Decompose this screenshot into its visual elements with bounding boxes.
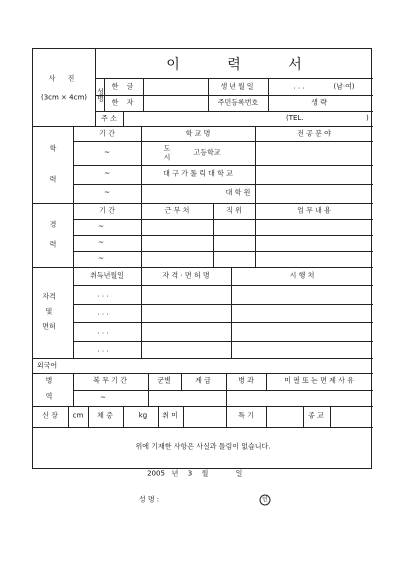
license-header-name: 자 격 · 면 허 명 (162, 271, 210, 280)
military-label-top: 병 (45, 376, 53, 385)
education-school-region-top: 도 (163, 144, 171, 153)
photo-size: (3cm × 4cm) (40, 93, 88, 102)
license-label-3: 면허 (42, 322, 56, 331)
license-date-3: . . . (97, 327, 109, 336)
license-date-1: . . . (97, 290, 109, 299)
military-header-rank: 계 급 (195, 376, 211, 385)
license-header-date: 취득년월일 (90, 271, 124, 280)
career-header-position: 직 위 (226, 206, 242, 215)
education-school-region-bottom: 시 (163, 153, 171, 162)
title-char-3: 서 (288, 57, 302, 73)
license-label-1: 자격 (42, 292, 56, 301)
education-header-period: 기 간 (99, 129, 115, 138)
education-header-school: 학 교 명 (185, 129, 211, 138)
military-header-specialty: 병 과 (238, 376, 254, 385)
weight-label: 체 중 (97, 411, 113, 420)
declaration-month: 3 (187, 469, 193, 478)
birth-label: 생년월일 (220, 82, 256, 91)
skill-label: 특 기 (238, 411, 254, 420)
license-header-issuer: 시 행 처 (289, 271, 315, 280)
foreign-language-label: 외국어 (36, 361, 58, 370)
career-label-top: 경 (49, 220, 57, 229)
height-unit: cm (72, 411, 84, 420)
hobby-label: 취 미 (162, 411, 178, 420)
education-period-2: ~ (104, 169, 110, 178)
declaration-day-unit: 일 (235, 469, 243, 478)
education-label-top: 학 (49, 144, 57, 153)
title-char-2: 력 (227, 57, 241, 73)
height-label: 신 장 (42, 411, 58, 420)
name-label: 성명 (96, 88, 105, 102)
career-period-2: ~ (98, 238, 104, 247)
license-label-2: 및 (45, 307, 53, 316)
religion-label: 종 교 (308, 411, 324, 420)
weight-unit: kg (138, 411, 148, 420)
resident-id-label: 주민등록번호 (217, 98, 259, 107)
career-period-1: ~ (98, 222, 104, 231)
career-period-3: ~ (98, 254, 104, 263)
declaration-year-unit: 년 (171, 469, 179, 478)
license-date-4: . . . (97, 345, 109, 354)
education-school-2: 대 구 가 톨 릭 대 학 교 (163, 169, 233, 178)
declaration-statement: 위에 기재한 사항은 사실과 틀림이 없습니다. (135, 442, 271, 451)
military-header-period: 복 무 기 간 (93, 376, 127, 385)
title-char-1: 이 (166, 57, 180, 73)
license-date-2: . . . (97, 308, 109, 317)
military-period: ~ (100, 393, 106, 402)
address-label: 주 소 (101, 114, 117, 123)
id-value: 생 략 (311, 98, 327, 107)
education-school-3: 대 학 원 (225, 188, 251, 197)
gender-value: (남·여) (333, 82, 355, 91)
career-label-bottom: 력 (49, 240, 57, 249)
education-label-bottom: 력 (49, 175, 57, 184)
career-header-duties: 업 무 내 용 (297, 206, 331, 215)
hanja-label: 한 자 (111, 98, 137, 107)
career-header-period: 기 간 (99, 206, 115, 215)
career-header-workplace: 근 무 처 (164, 206, 190, 215)
signature-label: 성 명 : (138, 495, 160, 504)
education-school-1: 고등학교 (193, 148, 221, 157)
photo-label: 사 진 (48, 74, 80, 83)
military-label-bottom: 역 (45, 392, 53, 401)
seal-mark: 인 (260, 495, 271, 506)
military-header-branch: 군별 (157, 376, 171, 385)
declaration-month-unit: 월 (201, 469, 209, 478)
education-period-3: ~ (104, 188, 110, 197)
resume-form (32, 48, 372, 504)
birth-date-value: . . . (293, 82, 305, 91)
education-header-major: 전 공 분 야 (297, 129, 331, 138)
education-period-1: ~ (104, 148, 110, 157)
military-header-exemption: 미 필 또 는 면 제 사 유 (284, 376, 354, 385)
declaration-year: 2005 (147, 469, 165, 478)
tel-close: ) (366, 114, 369, 122)
hangul-label: 한 글 (111, 82, 137, 91)
tel-label: (TEL. (286, 114, 304, 122)
